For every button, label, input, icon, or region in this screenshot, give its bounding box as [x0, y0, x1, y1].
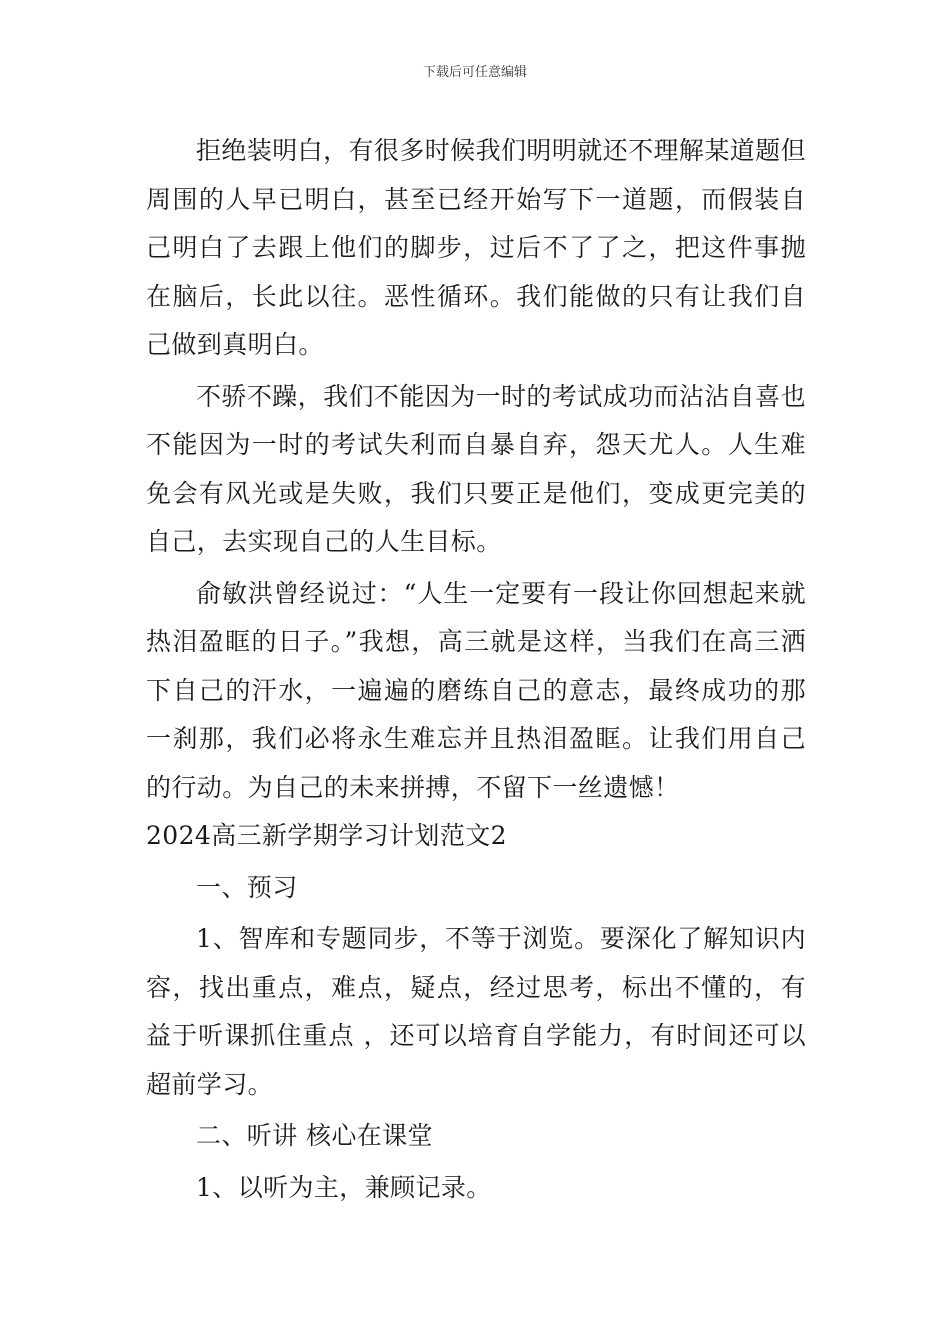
- section-title: 2024高三新学期学习计划范文2: [146, 821, 507, 850]
- heading-preview: 一、预习: [196, 872, 298, 902]
- paragraph-calm: 不骄不躁，我们不能因为一时的考试成功而沾沾自喜也不能因为一时的考试失利而自暴自弃，怨天尤人。人生难免会有风光或是失败，我们只要正是他们，变成更完美的自己，去实现自己的人生目标。: [146, 381, 806, 556]
- page-header-note: 下载后可任意编辑: [422, 65, 527, 80]
- heading-lecture: 二、听讲 核心在课堂: [196, 1121, 433, 1150]
- paragraph-understand: 拒绝装明白，有很多时候我们明明就还不理解某道题但周围的人早已明白，甚至已经开始写下一道题，而假装自己明白了去跟上他们的脚步，过后不了了之，把这件事抛在脑后，长此以往。恶性循环。我们能做的只有让我们自己做到真明白。: [146, 136, 806, 359]
- paragraph-preview-1: 1、智库和专题同步，不等于浏览。要深化了解知识内容，找出重点，难点，疑点，经过思考，标出不懂的，有益于听课抓住重点 ，还可以培育自学能力，有时间还可以超前学习。: [146, 924, 806, 1099]
- document-body: [146, 127, 806, 1212]
- paragraph-quote: 俞敏洪曾经说过：“人生一定要有一段让你回想起来就热泪盈眶的日子。”我想，高三就是这样，当我们在高三洒下自己的汗水，一遍遍的磨练自己的意志，最终成功的那一刹那，我们必将永生难忘并且热泪盈眶。让我们用自己的行动。为自己的未来拼搏，不留下一丝遗憾！: [146, 578, 806, 802]
- paragraph-lecture-1: 1、以听为主，兼顾记录。: [196, 1172, 492, 1202]
